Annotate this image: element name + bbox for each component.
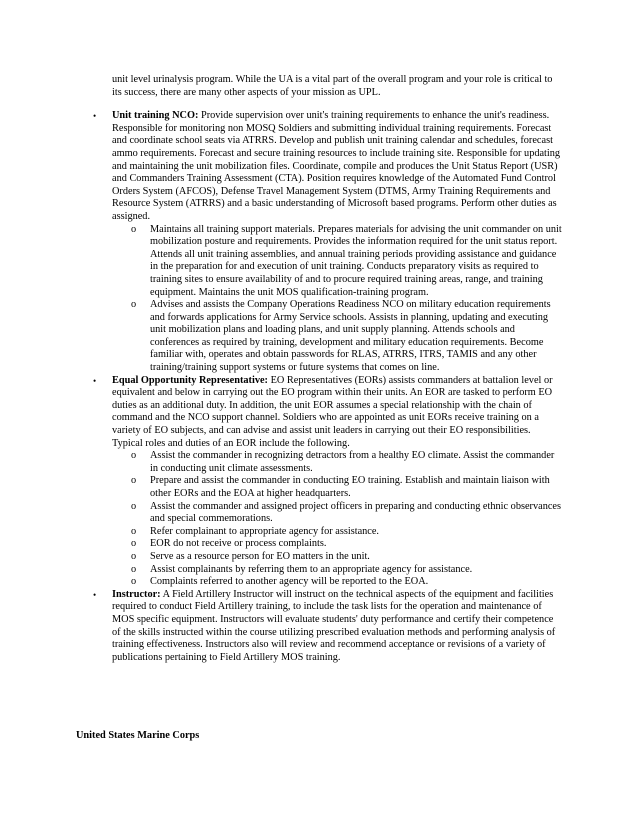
bullet-text: Provide supervision over unit's training requirements to enhance the unit's readiness. Responsible for monitoring non MOSQ Soldiers and submitting individual training requirements. Forecast and coordinate school seats via ATRRS. Develop and publish unit training calendar and schedules, forecast ammo requirements. Forecast and secure training resources to include training site. Responsible for updating and maintaining the unit mobilization files. Coordinate, compile and produces the Unit Status Report (USR) and Commanders Training Assessment (CTA). Position requires knowledge of the Automated Fund Control Orders System (AFCOS), Defense Travel Management System (DTMS, Army Training Requirements and Resource System (ATRRS) and a basic understanding of Microsoft based programs. Perform other duties as assigned. — [112, 110, 561, 222]
section-heading-marine-corps: United States Marine Corps — [76, 730, 200, 741]
bullet-title: Instructor: — [112, 588, 161, 600]
sub-item — [112, 224, 562, 300]
bullet-equal-opportunity-representative — [93, 374, 562, 589]
bullet-icon: • — [93, 589, 97, 600]
sub-item — [112, 576, 562, 589]
bullet-title: Equal Opportunity Representative: — [112, 374, 268, 386]
sub-list — [112, 224, 562, 375]
bullet-icon: • — [93, 111, 97, 122]
sub-bullet-icon: o — [131, 550, 137, 562]
sub-item-text: Assist the commander in recognizing detractors from a healthy EO climate. Assist the commander in conducting unit climate assessments. — [150, 450, 555, 474]
sub-bullet-icon: o — [131, 563, 137, 575]
sub-item — [112, 299, 562, 375]
continuation-paragraph: unit level urinalysis program. While the UA is a vital part of the overall program and your role is critical to its success, there are many other aspects of your mission as UPL. — [112, 74, 553, 98]
sub-item — [112, 526, 562, 539]
sub-bullet-icon: o — [131, 475, 137, 487]
sub-bullet-icon: o — [131, 450, 137, 462]
sub-bullet-icon: o — [131, 223, 137, 235]
sub-item-text: Serve as a resource person for EO matters in the unit. — [150, 550, 370, 562]
sub-item-text: Prepare and assist the commander in conducting EO training. Establish and maintain liaison with other EORs and the EOA at higher headquarters. — [150, 475, 550, 499]
sub-bullet-icon: o — [131, 299, 137, 311]
sub-item-text: Maintains all training support materials. Prepares materials for advising the unit commander on unit mobilization posture and requirements. Provides the information required for the unit status report. Attends all unit training assemblies, and annual training periods providing assistance and guidance in the preparation for and execution of unit training. Conducts preparatory visits as required to training sites to ensure availability of and to procure required training areas, range, and training equipment. Maintains the unit MOS qualification-training program. — [150, 223, 562, 298]
sub-item-text: EOR do not receive or process complaints. — [150, 538, 327, 550]
bullet-unit-training-nco — [93, 110, 562, 374]
sub-item — [112, 450, 562, 475]
bullet-instructor — [93, 588, 562, 665]
sub-list — [112, 450, 562, 589]
sub-bullet-icon: o — [131, 576, 137, 588]
sub-bullet-icon: o — [131, 500, 137, 512]
sub-bullet-icon: o — [131, 538, 137, 550]
sub-item — [112, 501, 562, 526]
document-body — [93, 74, 562, 664]
bullet-title: Unit training NCO: — [112, 110, 199, 122]
sub-item — [112, 564, 562, 577]
bullet-text: EO Representatives (EORs) assists commanders at battalion level or equivalent and below in carrying out the EO program within their units. An EOR are tasked to perform EO duties as an additional duty. In addition, the unit EOR assumes a special relationship with the chain of command and the NCO support channel. Soldiers who are appointed as unit EORs receive training on a variety of EO subjects, and can advise and assist unit leaders in carrying out their EO responsibilities. Typical roles and duties of an EOR include the following. — [112, 374, 553, 449]
sub-item — [112, 551, 562, 564]
sub-item-text: Refer complainant to appropriate agency for assistance. — [150, 525, 380, 537]
sub-item-text: Complaints referred to another agency will be reported to the EOA. — [150, 576, 429, 588]
sub-item — [112, 475, 562, 500]
sub-bullet-icon: o — [131, 525, 137, 537]
sub-item-text: Advises and assists the Company Operations Readiness NCO on military education requirements and forwards applications for Army Service schools. Assists in planning, updating and executing unit mobilization plans and loading plans, and unit supply planning. Attends schools and conferences as required by training, development and military education requirements. Become familiar with, operates and obtain passwords for RLAS, ATRRS, ITRS, TAMIS and any other training/training support systems or future systems that comes on line. — [150, 299, 551, 374]
sub-item — [112, 538, 562, 551]
bullet-icon: • — [93, 375, 97, 386]
sub-item-text: Assist the commander and assigned project officers in preparing and conducting ethnic observances and special commemorations. — [150, 500, 561, 525]
sub-item-text: Assist complainants by referring them to an appropriate agency for assistance. — [150, 563, 473, 575]
bullet-text: A Field Artillery Instructor will instruct on the technical aspects of the equipment and facilities required to conduct Field Artillery training, to include the task lists for the operation and maintenance of MOS specific equipment. Instructors will evaluate students' duty performance and certify their competence of the skills instructed within the course utilizing prescribed evaluation methods and performing analysis of training effectiveness. Instructors also will review and recommend acceptance or revisions of a variety of publications pertaining to Field Artillery MOS training. — [112, 588, 556, 663]
